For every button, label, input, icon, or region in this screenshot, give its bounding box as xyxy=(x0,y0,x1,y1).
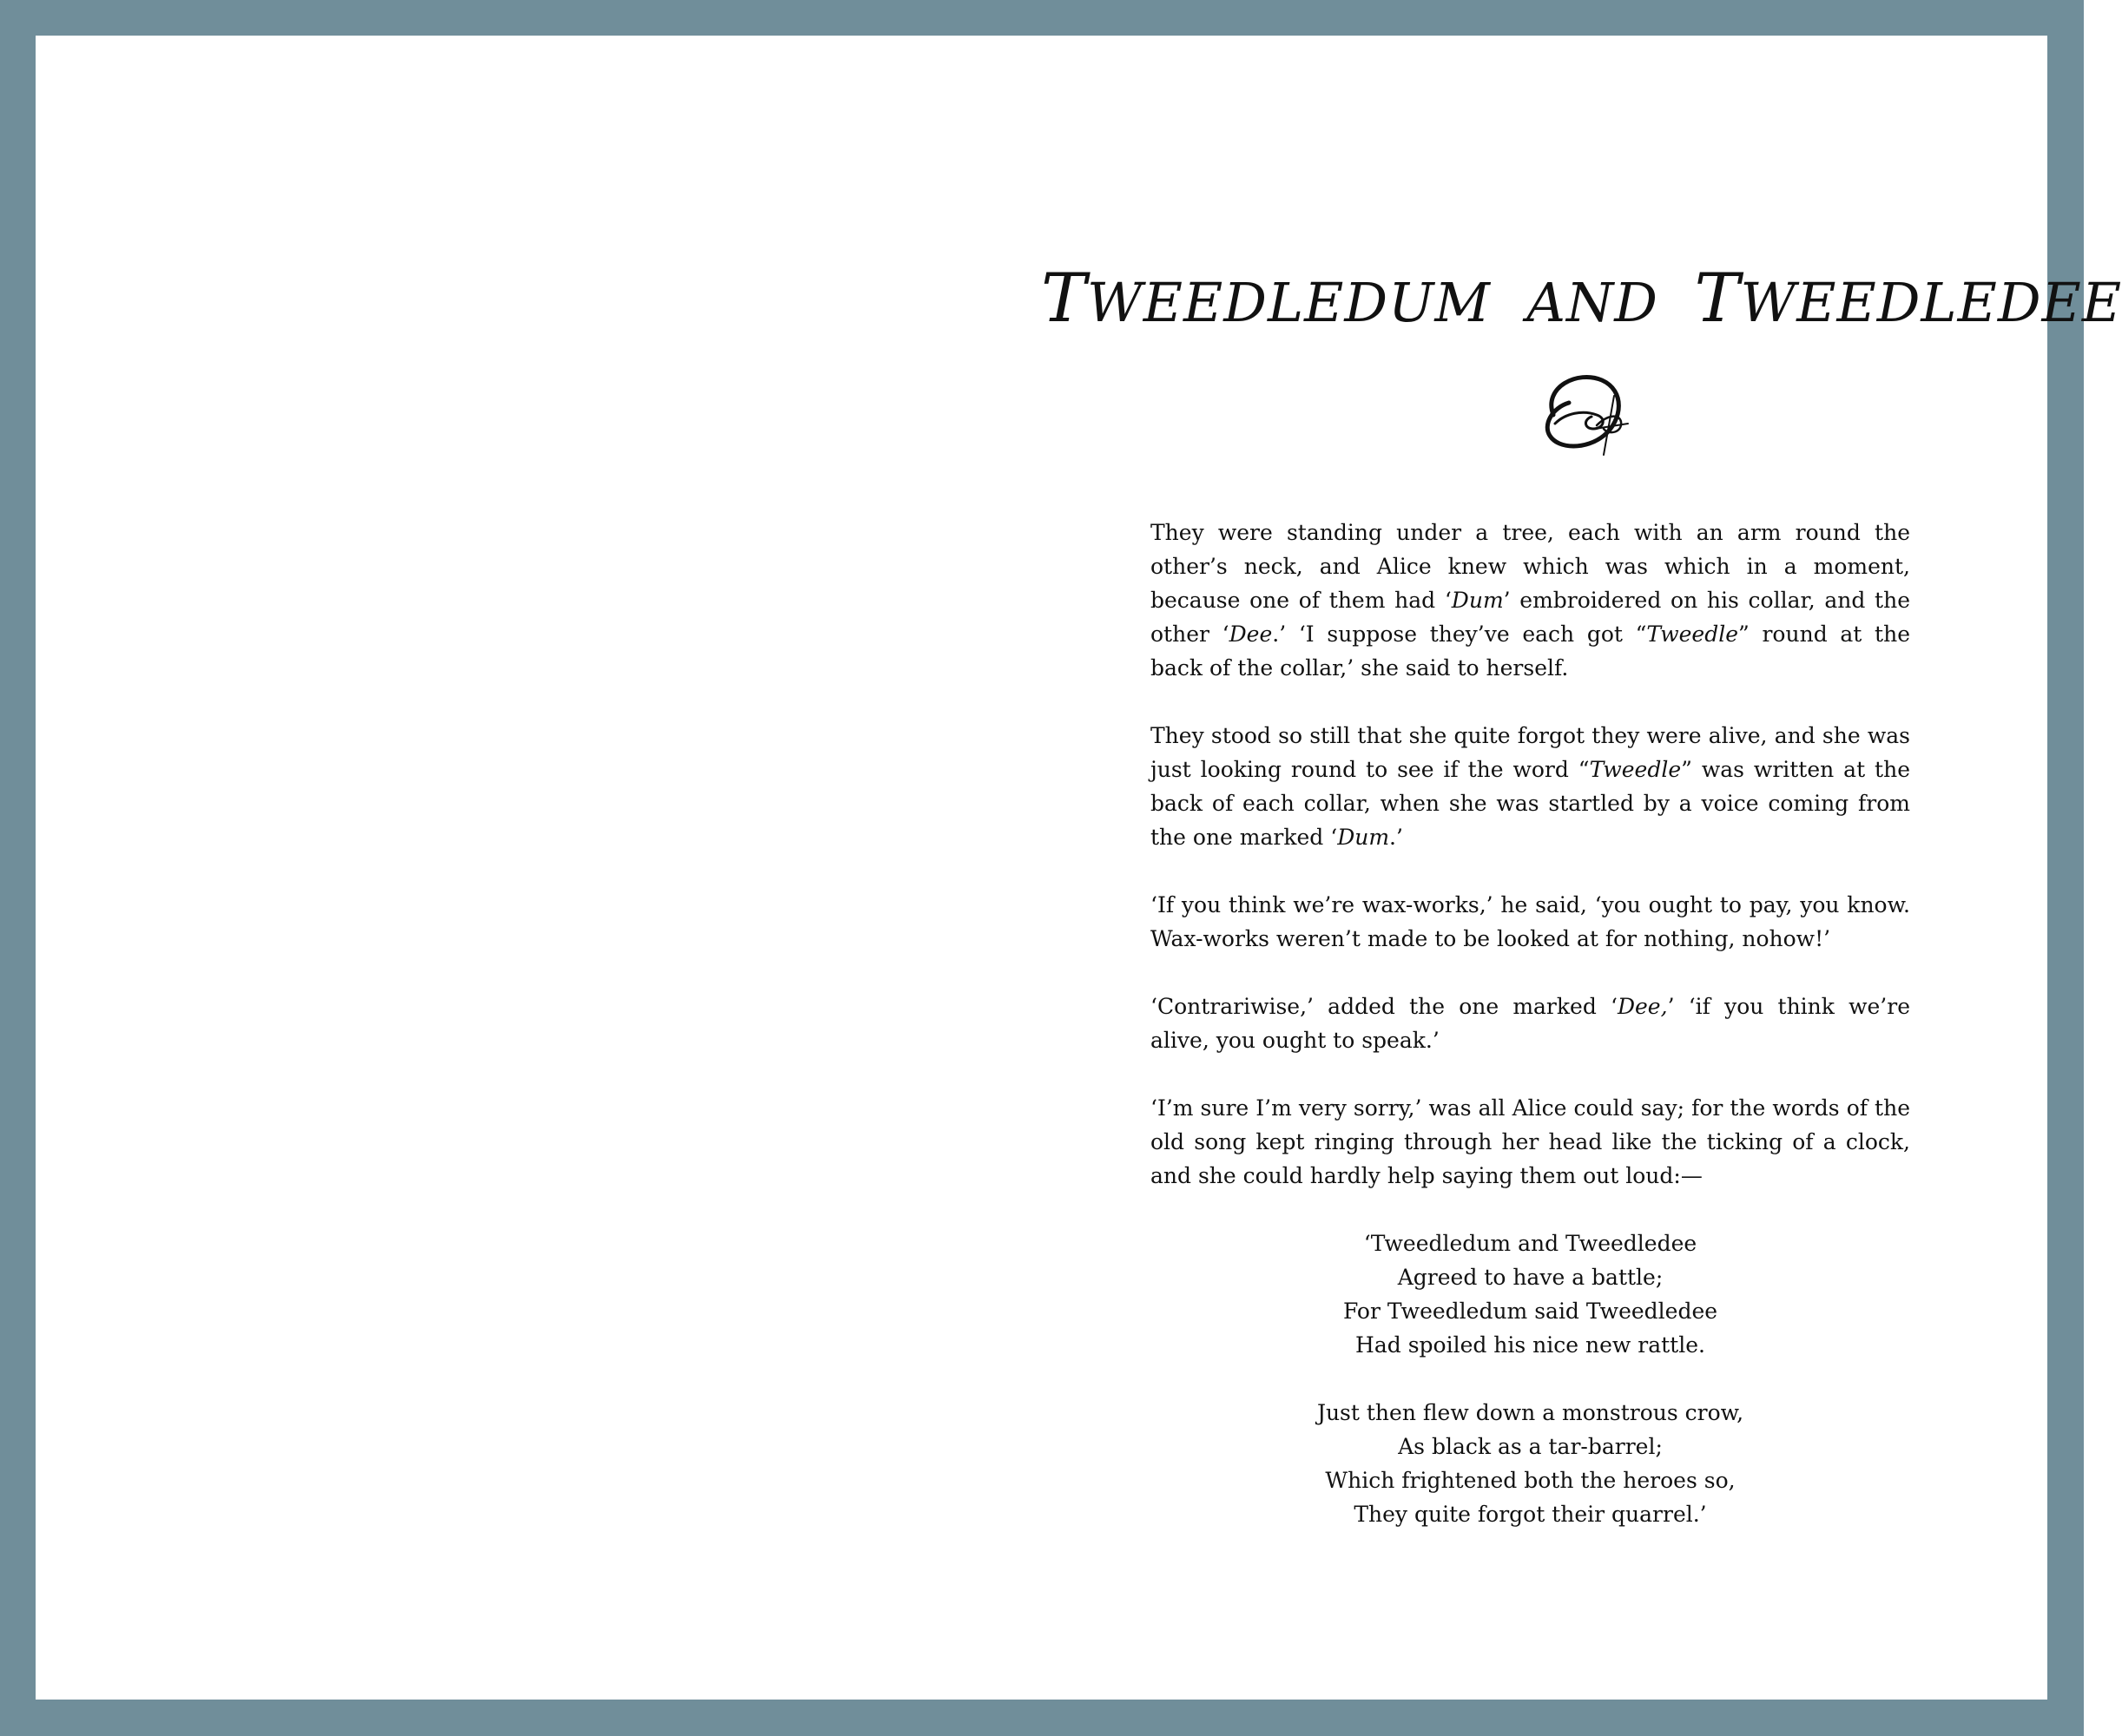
title-word-1: WEEDLEDUM xyxy=(1087,271,1491,334)
title-and: AND xyxy=(1526,271,1659,334)
right-page xyxy=(1041,36,2122,1700)
paragraph-1: They were standing under a tree, each with an arm round the other’s neck, and Alice knew which was which in a moment, because one of them had ‘Dum’ embroidered on his collar, and the other ‘Dee.’ ‘I suppose they’ve each got “Tweedle” round at the back of the collar,’ she said to herself. xyxy=(1150,520,1910,681)
verse-line: Agreed to have a battle; xyxy=(1397,1265,1664,1290)
paragraph-4: ‘Contrariwise,’ added the one marked ‘Dee,’ ‘if you think we’re alive, you ought to speak.’ xyxy=(1150,994,1910,1053)
left-page-blank xyxy=(36,36,1041,1700)
verse-stanza-1 xyxy=(1150,1226,1910,1362)
paragraph-3: ‘If you think we’re wax-works,’ he said, ‘you ought to pay, you know. Wax-works weren’t made to be looked at for nothing, nohow!’ xyxy=(1150,892,1910,951)
verse-line: ‘Tweedledum and Tweedledee xyxy=(1363,1231,1697,1256)
title-cap-2: T xyxy=(1694,260,1741,338)
paragraph-5: ‘I’m sure I’m very sorry,’ was all Alice could say; for the words of the old song kept ringing through her head like the ticking of a clock, and she could hardly help saying them out loud:— xyxy=(1150,1095,1910,1188)
book-spread xyxy=(36,36,2122,1700)
verse-stanza-2 xyxy=(1150,1396,1910,1531)
chapter-body xyxy=(1150,516,1910,1565)
flourish-monogram-icon xyxy=(1517,352,1647,465)
title-cap-1: T xyxy=(1041,260,1088,338)
title-word-2: WEEDLEDEE xyxy=(1740,271,2122,334)
verse-line: As black as a tar-barrel; xyxy=(1398,1434,1663,1459)
verse-line: Had spoiled his nice new rattle. xyxy=(1355,1332,1705,1358)
verse-line: For Tweedledum said Tweedledee xyxy=(1342,1299,1718,1324)
verse-line: Which frightened both the heroes so, xyxy=(1325,1468,1736,1493)
verse-line: They quite forgot their quarrel.’ xyxy=(1354,1502,1707,1527)
verse-line: Just then flew down a monstrous crow, xyxy=(1316,1400,1744,1425)
paragraph-2: They stood so still that she quite forgot they were alive, and she was just looking round to see if the word “Tweedle” was written at the back of each collar, when she was startled by a voice coming from the one marked ‘Dum.’ xyxy=(1150,723,1910,850)
chapter-title xyxy=(1041,260,2122,338)
